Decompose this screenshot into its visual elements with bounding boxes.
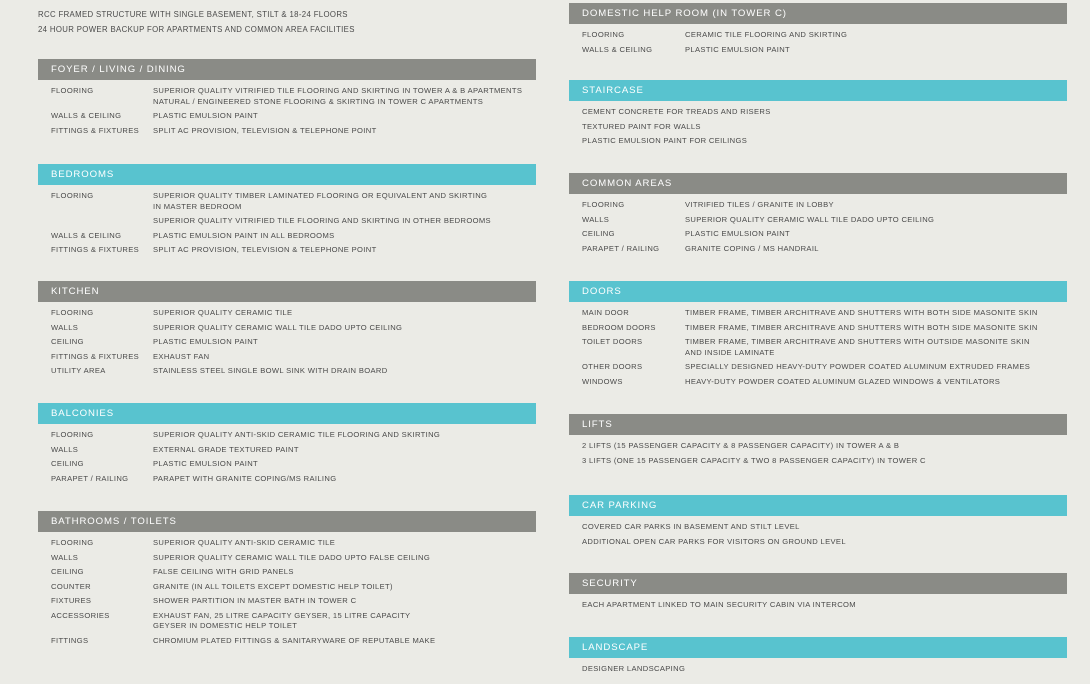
spec-list	[569, 194, 1067, 254]
spec-value: EXHAUST FAN, 25 LITRE CAPACITY GEYSER, 15 LITRE CAPACITY GEYSER IN DOMESTIC HELP TOILET	[153, 610, 411, 630]
spec-label: BEDROOM DOORS	[582, 322, 656, 332]
spec-value: SUPERIOR QUALITY VITRIFIED TILE FLOORING AND SKIRTING IN OTHER BEDROOMS	[153, 216, 491, 225]
spec-value: PLASTIC EMULSION PAINT	[153, 459, 259, 468]
intro-text	[38, 7, 536, 37]
section-balconies	[38, 403, 536, 488]
spec-label: CEILING	[51, 337, 84, 346]
spec-label: WALLS & CEILING	[51, 230, 122, 240]
spec-value: PLASTIC EMULSION PAINT IN ALL BEDROOMS	[153, 230, 335, 240]
spec-row	[38, 111, 536, 122]
spec-row	[38, 366, 536, 377]
section-header: BALCONIES	[38, 403, 536, 424]
section-header: COMMON AREAS	[569, 173, 1067, 194]
spec-list	[38, 80, 536, 136]
spec-row	[38, 474, 536, 485]
section-kitchen	[38, 281, 536, 381]
spec-list	[38, 302, 536, 377]
spec-label: FLOORING	[51, 191, 94, 200]
section-header: LANDSCAPE	[569, 637, 1067, 658]
spec-list	[38, 532, 536, 646]
spec-row	[569, 30, 1067, 41]
spec-value: SUPERIOR QUALITY ANTI-SKID CERAMIC TILE	[153, 538, 336, 547]
spec-label: CEILING	[51, 567, 84, 576]
spec-line: DESIGNER LANDSCAPING	[582, 664, 686, 673]
spec-line: EACH APARTMENT LINKED TO MAIN SECURITY CABIN VIA INTERCOM	[582, 600, 856, 609]
spec-list	[569, 302, 1067, 387]
spec-label: PARAPET / RAILING	[51, 473, 129, 483]
section-bathrooms	[38, 511, 536, 650]
section-car-parking	[569, 495, 1067, 551]
section-header: DOORS	[569, 281, 1067, 302]
spec-value: SUPERIOR QUALITY ANTI-SKID CERAMIC TILE FLOORING AND SKIRTING	[153, 430, 441, 439]
spec-value: SPLIT AC PROVISION, TELEVISION & TELEPHONE POINT	[153, 125, 377, 135]
spec-line: 2 LIFTS (15 PASSENGER CAPACITY & 8 PASSENGER CAPACITY) IN TOWER A & B	[582, 441, 900, 450]
section-header: BEDROOMS	[38, 164, 536, 185]
spec-row	[38, 596, 536, 607]
spec-row	[38, 231, 536, 242]
section-common-areas	[569, 173, 1067, 258]
spec-list	[569, 658, 1067, 675]
spec-row	[569, 229, 1067, 240]
spec-row	[38, 126, 536, 137]
spec-row	[38, 582, 536, 593]
spec-label: WINDOWS	[582, 376, 623, 386]
spec-value: GRANITE (IN ALL TOILETS EXCEPT DOMESTIC HELP TOILET)	[153, 581, 393, 591]
spec-list	[569, 594, 1067, 611]
spec-row	[569, 323, 1067, 334]
spec-label: WALLS & CEILING	[582, 44, 653, 54]
spec-value: SHOWER PARTITION IN MASTER BATH IN TOWER C	[153, 596, 357, 605]
spec-row	[569, 215, 1067, 226]
spec-line: 3 LIFTS (ONE 15 PASSENGER CAPACITY & TWO 8 PASSENGER CAPACITY) IN TOWER C	[582, 455, 926, 465]
spec-label: FLOORING	[51, 86, 94, 95]
spec-row	[569, 45, 1067, 56]
spec-value: SUPERIOR QUALITY TIMBER LAMINATED FLOORING OR EQUIVALENT AND SKIRTING IN MASTER BEDROOM	[153, 191, 488, 211]
spec-line: PLASTIC EMULSION PAINT FOR CEILINGS	[582, 136, 748, 145]
spec-value: TIMBER FRAME, TIMBER ARCHITRAVE AND SHUTTERS WITH BOTH SIDE MASONITE SKIN	[685, 308, 1038, 317]
spec-value: PLASTIC EMULSION PAINT	[685, 229, 791, 238]
spec-value: PLASTIC EMULSION PAINT	[153, 337, 259, 346]
spec-line: CEMENT CONCRETE FOR TREADS AND RISERS	[582, 107, 771, 116]
spec-label: WALLS	[582, 214, 610, 224]
spec-row	[38, 352, 536, 363]
spec-row	[569, 362, 1067, 373]
spec-label: CEILING	[582, 229, 615, 238]
spec-row	[38, 323, 536, 334]
spec-label: FIXTURES	[51, 596, 92, 605]
spec-row	[38, 445, 536, 456]
spec-label: MAIN DOOR	[582, 308, 630, 317]
spec-value: PLASTIC EMULSION PAINT	[153, 111, 259, 120]
intro-line: RCC FRAMED STRUCTURE WITH SINGLE BASEMENT, STILT & 18-24 FLOORS	[38, 10, 348, 19]
spec-label: ACCESSORIES	[51, 610, 110, 620]
intro-line: 24 HOUR POWER BACKUP FOR APARTMENTS AND COMMON AREA FACILITIES	[38, 25, 355, 34]
spec-label: FLOORING	[51, 308, 94, 317]
section-foyer	[38, 59, 536, 140]
section-header: SECURITY	[569, 573, 1067, 594]
spec-value: SUPERIOR QUALITY CERAMIC TILE	[153, 308, 293, 317]
spec-label: FLOORING	[51, 538, 94, 547]
spec-row	[38, 216, 536, 227]
spec-row	[569, 337, 1067, 358]
spec-row	[38, 245, 536, 256]
spec-label: FITTINGS	[51, 635, 89, 645]
spec-value: SUPERIOR QUALITY CERAMIC WALL TILE DADO UPTO FALSE CEILING	[153, 552, 431, 562]
section-bedrooms	[38, 164, 536, 260]
spec-row	[38, 86, 536, 107]
spec-value: TIMBER FRAME, TIMBER ARCHITRAVE AND SHUTTERS WITH BOTH SIDE MASONITE SKIN	[685, 322, 1038, 332]
section-header: STAIRCASE	[569, 80, 1067, 101]
spec-label: FITTINGS & FIXTURES	[51, 125, 140, 135]
spec-row	[38, 337, 536, 348]
spec-label: CEILING	[51, 459, 84, 468]
spec-value: STAINLESS STEEL SINGLE BOWL SINK WITH DRAIN BOARD	[153, 366, 388, 375]
section-header: CAR PARKING	[569, 495, 1067, 516]
spec-value: EXTERNAL GRADE TEXTURED PAINT	[153, 444, 299, 454]
spec-line: COVERED CAR PARKS IN BASEMENT AND STILT LEVEL	[582, 522, 800, 531]
spec-label: PARAPET / RAILING	[582, 243, 660, 253]
spec-value: SUPERIOR QUALITY VITRIFIED TILE FLOORING AND SKIRTING IN TOWER A & B APARTMENTS NATURAL / ENGINEERED STONE FLOORING & SKIRTING IN TOWER C APARTMENTS	[153, 86, 523, 106]
spec-value: FALSE CEILING WITH GRID PANELS	[153, 567, 294, 576]
spec-value: CERAMIC TILE FLOORING AND SKIRTING	[685, 30, 848, 39]
spec-value: TIMBER FRAME, TIMBER ARCHITRAVE AND SHUTTERS WITH OUTSIDE MASONITE SKIN AND INSIDE LAMINATE	[685, 337, 1030, 357]
spec-row	[38, 191, 536, 212]
spec-line: TEXTURED PAINT FOR WALLS	[582, 121, 701, 131]
spec-label: WALLS	[51, 552, 79, 562]
spec-label: FITTINGS & FIXTURES	[51, 245, 140, 254]
section-doors	[569, 281, 1067, 391]
section-header: FOYER / LIVING / DINING	[38, 59, 536, 80]
spec-value: EXHAUST FAN	[153, 351, 210, 361]
spec-label: FITTINGS & FIXTURES	[51, 351, 140, 361]
section-header: DOMESTIC HELP ROOM (IN TOWER C)	[569, 3, 1067, 24]
spec-row	[38, 611, 536, 632]
section-header: KITCHEN	[38, 281, 536, 302]
spec-row	[38, 567, 536, 578]
spec-row	[38, 538, 536, 549]
spec-value: GRANITE COPING / MS HANDRAIL	[685, 243, 819, 253]
spec-list	[569, 101, 1067, 147]
spec-value: HEAVY-DUTY POWDER COATED ALUMINUM GLAZED WINDOWS & VENTILATORS	[685, 376, 1001, 386]
spec-row	[38, 308, 536, 319]
spec-label: WALLS	[51, 444, 79, 454]
spec-value: CHROMIUM PLATED FITTINGS & SANITARYWARE OF REPUTABLE MAKE	[153, 635, 436, 645]
spec-label: UTILITY AREA	[51, 366, 106, 375]
spec-row	[38, 430, 536, 441]
spec-label	[38, 216, 153, 227]
spec-label: TOILET DOORS	[582, 337, 643, 346]
section-staircase	[569, 80, 1067, 151]
spec-value: SPLIT AC PROVISION, TELEVISION & TELEPHONE POINT	[153, 245, 377, 254]
spec-value: PLASTIC EMULSION PAINT	[685, 44, 791, 54]
section-header: LIFTS	[569, 414, 1067, 435]
spec-list	[38, 424, 536, 484]
section-header: BATHROOMS / TOILETS	[38, 511, 536, 532]
section-lifts	[569, 414, 1067, 470]
section-domestic-help	[569, 3, 1067, 59]
spec-list	[38, 185, 536, 256]
spec-row	[569, 308, 1067, 319]
spec-row	[569, 200, 1067, 211]
spec-label: WALLS	[51, 322, 79, 332]
spec-row	[569, 377, 1067, 388]
spec-label: FLOORING	[51, 430, 94, 439]
spec-label: WALLS & CEILING	[51, 111, 122, 120]
spec-label: COUNTER	[51, 581, 91, 591]
spec-label: FLOORING	[582, 30, 625, 39]
spec-value: VITRIFIED TILES / GRANITE IN LOBBY	[685, 200, 834, 209]
spec-value: PARAPET WITH GRANITE COPING/MS RAILING	[153, 473, 337, 483]
spec-value: SPECIALLY DESIGNED HEAVY-DUTY POWDER COATED ALUMINUM EXTRUDED FRAMES	[685, 362, 1031, 371]
spec-row	[38, 636, 536, 647]
spec-value: SUPERIOR QUALITY CERAMIC WALL TILE DADO UPTO CEILING	[153, 322, 403, 332]
section-landscape	[569, 637, 1067, 679]
spec-value: SUPERIOR QUALITY CERAMIC WALL TILE DADO UPTO CEILING	[685, 214, 935, 224]
section-security	[569, 573, 1067, 615]
spec-row	[38, 553, 536, 564]
spec-label: OTHER DOORS	[582, 362, 643, 371]
spec-list	[569, 24, 1067, 55]
spec-line: ADDITIONAL OPEN CAR PARKS FOR VISITORS ON GROUND LEVEL	[582, 536, 846, 546]
spec-list	[569, 435, 1067, 466]
spec-label: FLOORING	[582, 200, 625, 209]
spec-row	[569, 244, 1067, 255]
spec-row	[38, 459, 536, 470]
spec-list	[569, 516, 1067, 547]
